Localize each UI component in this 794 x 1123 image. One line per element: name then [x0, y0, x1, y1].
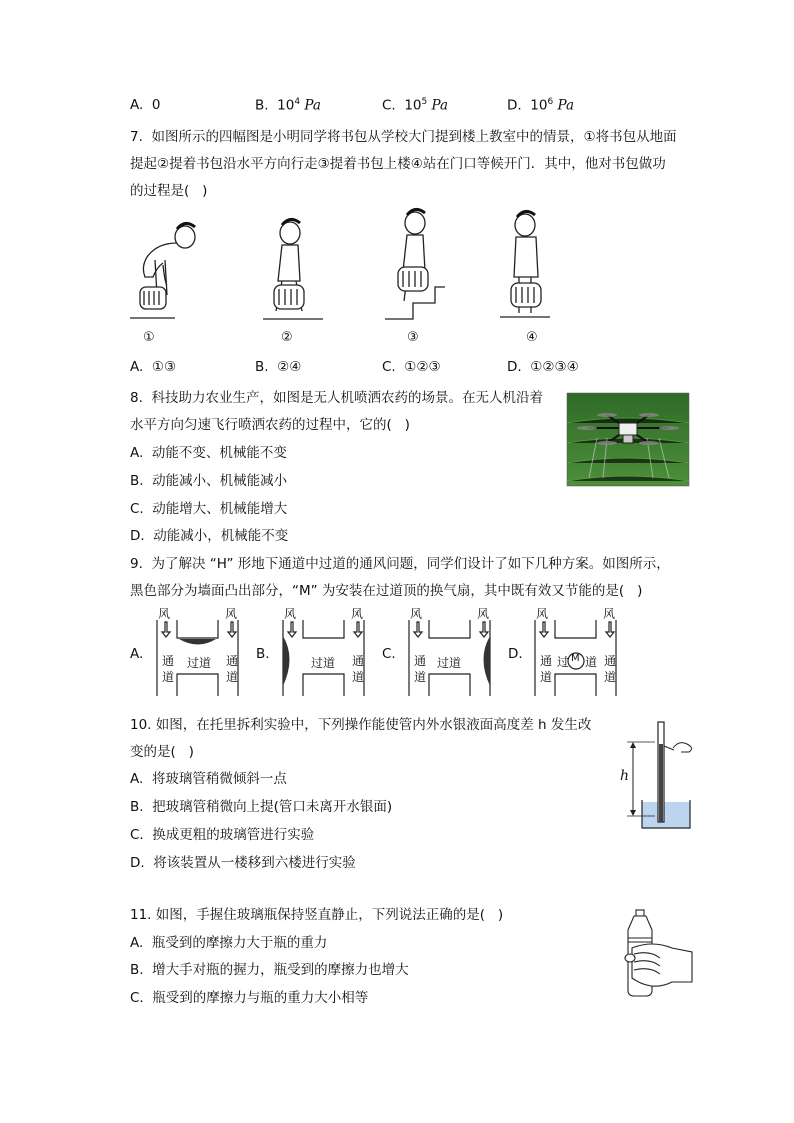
q7-option-b: B. ②④ [255, 359, 302, 375]
option-exponent: 6 [547, 97, 554, 107]
wind-label: 风 [477, 607, 490, 621]
option-letter: D. [507, 97, 522, 114]
option-letter: C. [382, 97, 396, 114]
q9-stem-line2: 黑色部分为墙面凸出部分，“M” 为安装在过道顶的换气扇，其中既有效又节能的是( ) [130, 583, 643, 599]
dao-label: 道 [540, 670, 553, 684]
q9-diagram-a [152, 608, 244, 698]
option-value: 10 [530, 97, 548, 114]
tong-label: 通 [604, 654, 617, 668]
q7-fig-label-2: ② [281, 330, 293, 345]
q7-stem-line2: 提起②提着书包沿水平方向行走③提着书包上楼④站在门口等候开门．其中，他对书包做功 [130, 156, 666, 172]
q8-option-c: C. 动能增大、机械能增大 [130, 501, 288, 517]
q7-stem-line3: 的过程是( ) [130, 183, 208, 199]
person-bending-icon [130, 223, 195, 318]
q10-option-c: C. 换成更粗的玻璃管进行实验 [130, 827, 315, 843]
q7-figure [125, 205, 555, 330]
q11-stem-line1: 11. 如图，手握住玻璃瓶保持竖直静止，下列说法正确的是( ) [130, 907, 504, 923]
q6-option-c [382, 97, 448, 114]
q8-option-d: D. 动能减小，机械能不变 [130, 528, 289, 544]
q10-option-a: A. 将玻璃管稍微倾斜一点 [130, 771, 287, 787]
q11-option-a: A. 瓶受到的摩擦力大于瓶的重力 [130, 935, 328, 951]
wind-label: 风 [410, 607, 423, 621]
wind-label: 风 [351, 607, 364, 621]
guodao-label: 过道 [187, 656, 212, 670]
q7-option-a: A. ①③ [130, 359, 177, 375]
option-unit: Pa [431, 97, 449, 114]
q7-fig-label-3: ③ [407, 330, 419, 345]
q8-stem-line2: 水平方向匀速飞行喷洒农药的过程中，它的( ) [130, 417, 410, 433]
q9-option-a-letter: A. [130, 646, 144, 662]
person-climbing-stairs-icon [385, 209, 445, 319]
q9-diagram-c [404, 608, 496, 698]
drone-photo [567, 393, 689, 486]
person-standing-icon [500, 211, 550, 317]
q9-option-c-letter: C. [382, 646, 396, 662]
q10-option-d: D. 将该装置从一楼移到六楼进行实验 [130, 855, 356, 871]
fan-label: M [571, 653, 580, 664]
q7-fig-label-4: ④ [526, 330, 538, 345]
option-exponent: 4 [294, 97, 301, 107]
height-h-label: h [620, 768, 630, 784]
tong-label: 通 [352, 654, 365, 668]
q8-stem-line1: 8. 科技助力农业生产，如图是无人机喷洒农药的场景。在无人机沿着 [130, 390, 543, 406]
option-value: 10 [404, 97, 422, 114]
tong-label: 通 [226, 654, 239, 668]
dao-label: 道 [352, 670, 365, 684]
option-letter: A. [130, 97, 144, 113]
dao-label: 道 [585, 655, 598, 669]
dao-label: 道 [604, 670, 617, 684]
q6-option-d [507, 97, 574, 114]
q6-option-a [130, 97, 160, 113]
dao-label: 道 [414, 670, 427, 684]
q8-option-a: A. 动能不变、机械能不变 [130, 445, 287, 461]
tong-label: 通 [540, 654, 553, 668]
q10-option-b: B. 把玻璃管稍微向上提(管口未离开水银面) [130, 799, 393, 815]
guo-label: 过 [557, 655, 570, 669]
q10-stem-line1: 10. 如图，在托里拆利实验中，下列操作能使管内外水银液面高度差 h 发生改 [130, 717, 592, 733]
q7-option-d: D. ①②③④ [507, 359, 579, 375]
wind-label: 风 [284, 607, 297, 621]
q6-option-b [255, 97, 321, 114]
dao-label: 道 [162, 670, 175, 684]
wind-label: 风 [225, 607, 238, 621]
q7-fig-label-1: ① [143, 330, 155, 345]
dao-label: 道 [226, 670, 239, 684]
q9-option-b-letter: B. [256, 646, 270, 662]
guodao-label: 过道 [437, 656, 462, 670]
option-exponent: 5 [421, 97, 428, 107]
option-value: 10 [277, 97, 295, 114]
tong-label: 通 [414, 654, 427, 668]
q7-stem-line1: 7. 如图所示的四幅图是小明同学将书包从学校大门提到楼上教室中的情景，①将书包从地面 [130, 129, 677, 145]
option-unit: Pa [557, 97, 575, 114]
q9-diagram-d [530, 608, 622, 698]
option-letter: B. [255, 97, 269, 114]
wind-label: 风 [158, 607, 171, 621]
q9-option-d-letter: D. [508, 646, 523, 662]
tong-label: 通 [162, 654, 175, 668]
q8-option-b: B. 动能减小、机械能减小 [130, 473, 288, 489]
bottle-hand-figure [622, 908, 694, 998]
q10-stem-line2: 变的是( ) [130, 744, 194, 760]
q11-option-b: B. 增大手对瓶的握力，瓶受到的摩擦力也增大 [130, 962, 409, 978]
person-walking-icon [263, 219, 323, 319]
option-value: 0 [151, 97, 161, 113]
q7-option-c: C. ①②③ [382, 359, 441, 375]
q11-option-c: C. 瓶受到的摩擦力与瓶的重力大小相等 [130, 990, 369, 1006]
option-unit: Pa [304, 97, 321, 114]
guodao-label: 过道 [311, 656, 336, 670]
q9-diagram-b [278, 608, 370, 698]
q9-stem-line1: 9. 为了解决 “H” 形地下通道中过道的通风问题，同学们设计了如下几种方案。如图所示， [130, 556, 670, 572]
wind-label: 风 [536, 607, 549, 621]
wind-label: 风 [603, 607, 616, 621]
